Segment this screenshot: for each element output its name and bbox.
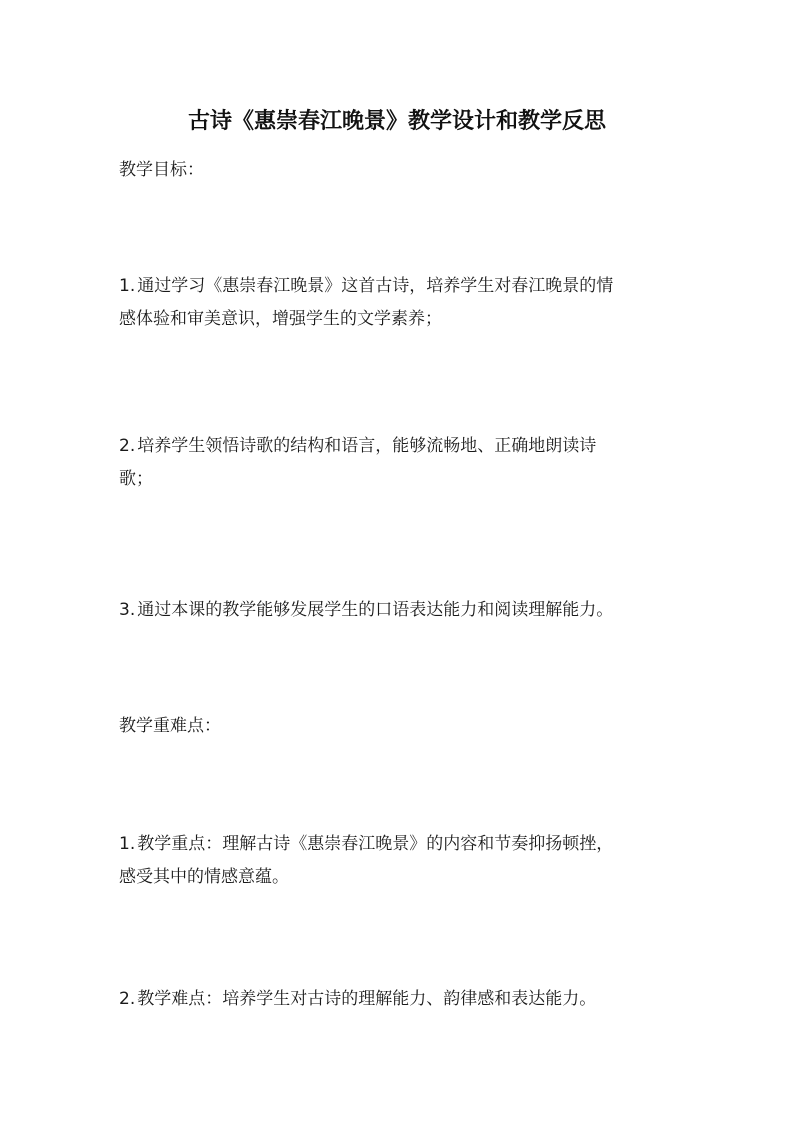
key-point-item-1-number: 1. bbox=[119, 834, 136, 854]
key-points-heading: 教学重难点： bbox=[119, 716, 221, 736]
objective-item-2 bbox=[119, 430, 679, 496]
objective-item-3-number: 3. bbox=[119, 600, 136, 620]
key-point-item-1-line-2: 感受其中的情感意蕴。 bbox=[119, 867, 289, 887]
objective-item-2-text: 培养学生领悟诗歌的结构和语言，能够流畅地、正确地朗读诗 bbox=[137, 436, 597, 456]
objective-item-3 bbox=[119, 594, 679, 627]
objective-item-2-number: 2. bbox=[119, 436, 136, 456]
objective-item-1-line-1 bbox=[119, 270, 679, 303]
key-point-item-2 bbox=[119, 983, 679, 1016]
objectives-heading: 教学目标： bbox=[119, 160, 204, 180]
document-title: 古诗《惠崇春江晚景》教学设计和教学反思 bbox=[187, 109, 606, 134]
objective-item-1-number: 1. bbox=[119, 276, 136, 296]
objective-item-3-text: 通过本课的教学能够发展学生的口语表达能力和阅读理解能力。 bbox=[137, 600, 614, 620]
key-point-item-2-line-1 bbox=[119, 983, 679, 1016]
objective-item-1-text: 通过学习《惠崇春江晚景》这首古诗，培养学生对春江晚景的情 bbox=[137, 276, 614, 296]
objective-item-2-line-1 bbox=[119, 430, 679, 463]
key-point-item-2-text: 教学难点：培养学生对古诗的理解能力、韵律感和表达能力。 bbox=[137, 989, 597, 1009]
objective-item-2-line-2: 歌； bbox=[119, 469, 153, 489]
key-point-item-1 bbox=[119, 828, 679, 894]
objective-item-3-line-1 bbox=[119, 594, 679, 627]
key-point-item-2-number: 2. bbox=[119, 989, 136, 1009]
key-point-item-1-line-1 bbox=[119, 828, 679, 861]
objective-item-1-line-2: 感体验和审美意识，增强学生的文学素养； bbox=[119, 309, 442, 329]
key-point-item-1-text: 教学重点：理解古诗《惠崇春江晚景》的内容和节奏抑扬顿挫， bbox=[137, 834, 614, 854]
objective-item-1 bbox=[119, 270, 679, 336]
